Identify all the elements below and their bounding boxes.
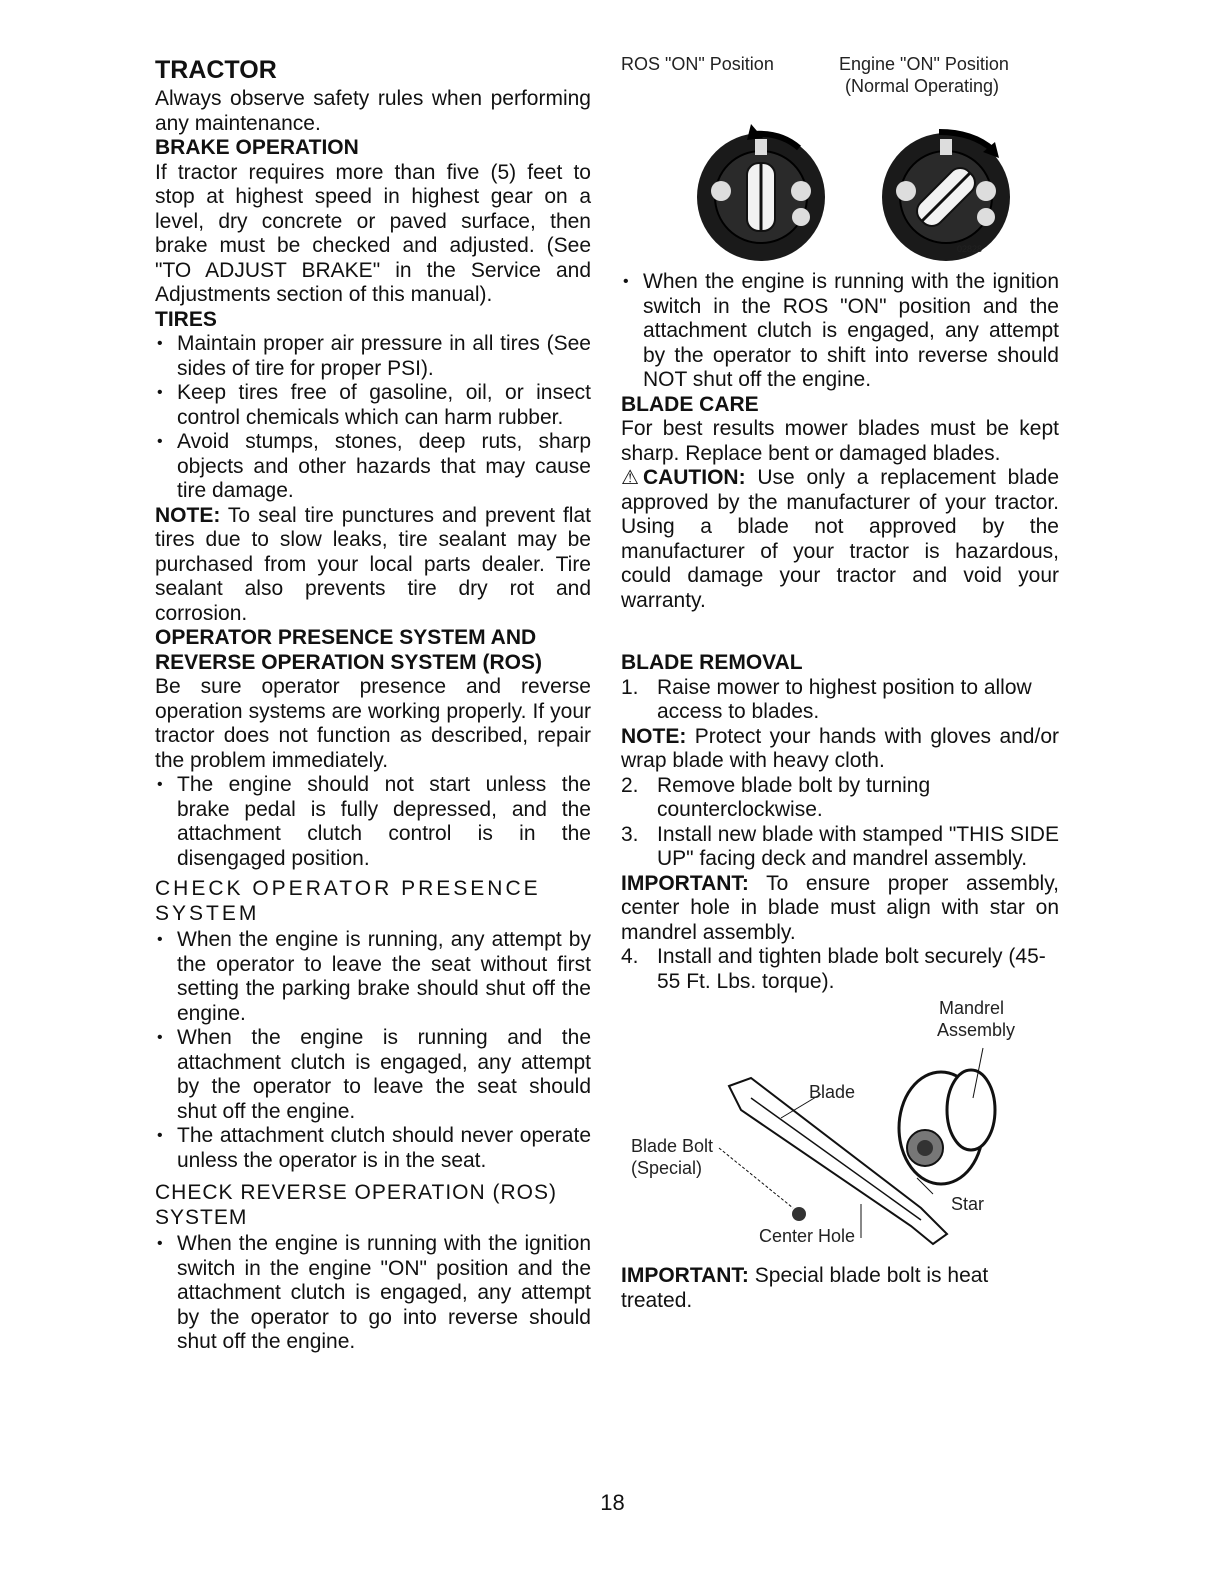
blade-removal-steps [621,676,1059,725]
brake-text: If tractor requires more than five (5) feet to stop at highest speed in highest gear on a level, dry concrete or paved surface, then brake must be checked and adjusted. (See "TO ADJUST BRAKE" in the Service and Adjustments section of this manual). [155,160,591,306]
list-item: • Maintain proper air pressure in all tires (See sides of tire for proper PSI). [155,332,591,381]
assembly-label: Assembly [937,1020,1016,1040]
list-item: 4. Install and tighten blade bolt securely (45-55 Ft. Lbs. torque). [621,945,1046,993]
blade-removal-note: NOTE: Protect your hands with gloves and/or wrap blade with heavy cloth. [621,724,1059,772]
engine-position-label: Engine "ON" Position [839,54,1009,74]
brake-heading: BRAKE OPERATION [155,136,359,159]
blade-removal-steps-2 [621,774,1059,872]
page-number: 18 [600,1490,625,1515]
tires-note [155,504,591,627]
caution-text [621,466,1059,613]
special-label: (Special) [631,1158,703,1178]
check-ros-heading: CHECK REVERSE OPERATION (ROS) SYSTEM [155,1181,557,1229]
blade-removal-steps-3 [621,945,1059,994]
list-item: • When the engine is running with the ignition switch in the ROS "ON" position and the attachment clutch is engaged, any attempt by the operator to shift into reverse should NOT shut off the engine. [621,270,1059,393]
list-item: • The attachment clutch should never operate unless the operator is in the seat. [155,1124,591,1173]
tires-heading: TIRES [155,307,217,331]
intro-text: Always observe safety rules when performing any maintenance. [155,87,591,135]
blade-removal-important: IMPORTANT: To ensure proper assembly, center hole in blade must align with star on mandrel assembly. [621,871,1059,944]
important-label: IMPORTANT: [621,871,749,895]
check-ops-heading: CHECK OPERATOR PRESENCE SYSTEM [155,877,541,925]
list-item: • When the engine is running and the attachment clutch is engaged, any attempt by the operator to leave the seat should shut off the engine. [155,1026,591,1124]
blade-removal-heading: BLADE REMOVAL [621,651,803,674]
tires-list [155,332,591,504]
engine-position-sublabel: (Normal Operating) [845,76,1000,96]
ros-position-label: ROS "ON" Position [621,54,774,74]
caution-label: CAUTION: [642,466,746,489]
star-label: Star [951,1194,985,1214]
note-label: NOTE: [155,503,221,527]
ops-list [155,773,591,871]
list-item: 1. Raise mower to highest position to allow access to blades. [621,675,1032,723]
blade-care-text: For best results mower blades must be kept sharp. Replace bent or damaged blades. [621,417,1059,465]
note-text: To seal tire punctures and prevent flat tires due to slow leaks, tire sealant may be purchased from your local parts dealer. Tire sealant also prevents tire dry rot and corrosion. [155,503,591,625]
final-important: IMPORTANT: Special blade bolt is heat treated. [621,1264,989,1312]
left-column [155,52,591,1355]
ignition-switch-figure [621,52,1059,262]
ops-heading: OPERATOR PRESENCE SYSTEM AND REVERSE OPERATION SYSTEM (ROS) [155,626,542,674]
important-label: IMPORTANT: [621,1264,749,1287]
ops-text: Be sure operator presence and reverse operation systems are working properly. If your tractor does not function as described, repair the problem immediately. [155,675,591,772]
list-item: • When the engine is running with the ignition switch in the engine "ON" position and the attachment clutch is engaged, any attempt by the operator to go into reverse should shut off the engine. [155,1232,591,1355]
right-column [621,52,1059,1313]
list-item: • Keep tires free of gasoline, oil, or insect control chemicals which can harm rubber. [155,381,591,430]
blade-bolt-label: Blade Bolt [631,1136,714,1156]
caution-body: Use only a replacement blade approved by the manufacturer of your tractor. Using a blade not approved by the manufacturer of your tractor is hazardous, could damage your tractor and void your warranty. [621,466,1059,612]
list-item: 3. Install new blade with stamped "THIS SIDE UP" facing deck and mandrel assembly. [621,822,1059,870]
check-ops-list [155,928,591,1173]
mandrel-label: Mandrel [939,998,1005,1018]
list-item: • Avoid stumps, stones, deep ruts, sharp objects and other hazards that may cause tire damage. [155,430,591,504]
ignition-switch-icon [621,52,1059,262]
check-ros-list [155,1232,591,1355]
blade-assembly-figure [621,998,1059,1258]
blade-label: Blade [809,1082,856,1102]
note-label: NOTE: [621,724,687,748]
ros-list [621,270,1059,393]
list-item: • When the engine is running, any attempt by the operator to leave the seat without first setting the parking brake should shut off the engine. [155,928,591,1026]
list-item: 2. Remove blade bolt by turning counterclockwise. [621,773,931,821]
list-item: • The engine should not start unless the brake pedal is fully depressed, and the attachment clutch control is in the disengaged position. [155,773,591,871]
warning-icon: ⚠ [621,467,639,489]
center-hole-label: Center Hole [759,1226,856,1246]
blade-care-heading: BLADE CARE [621,392,759,416]
figure-code: 02828 [957,244,983,254]
page-title: TRACTOR [155,56,277,84]
